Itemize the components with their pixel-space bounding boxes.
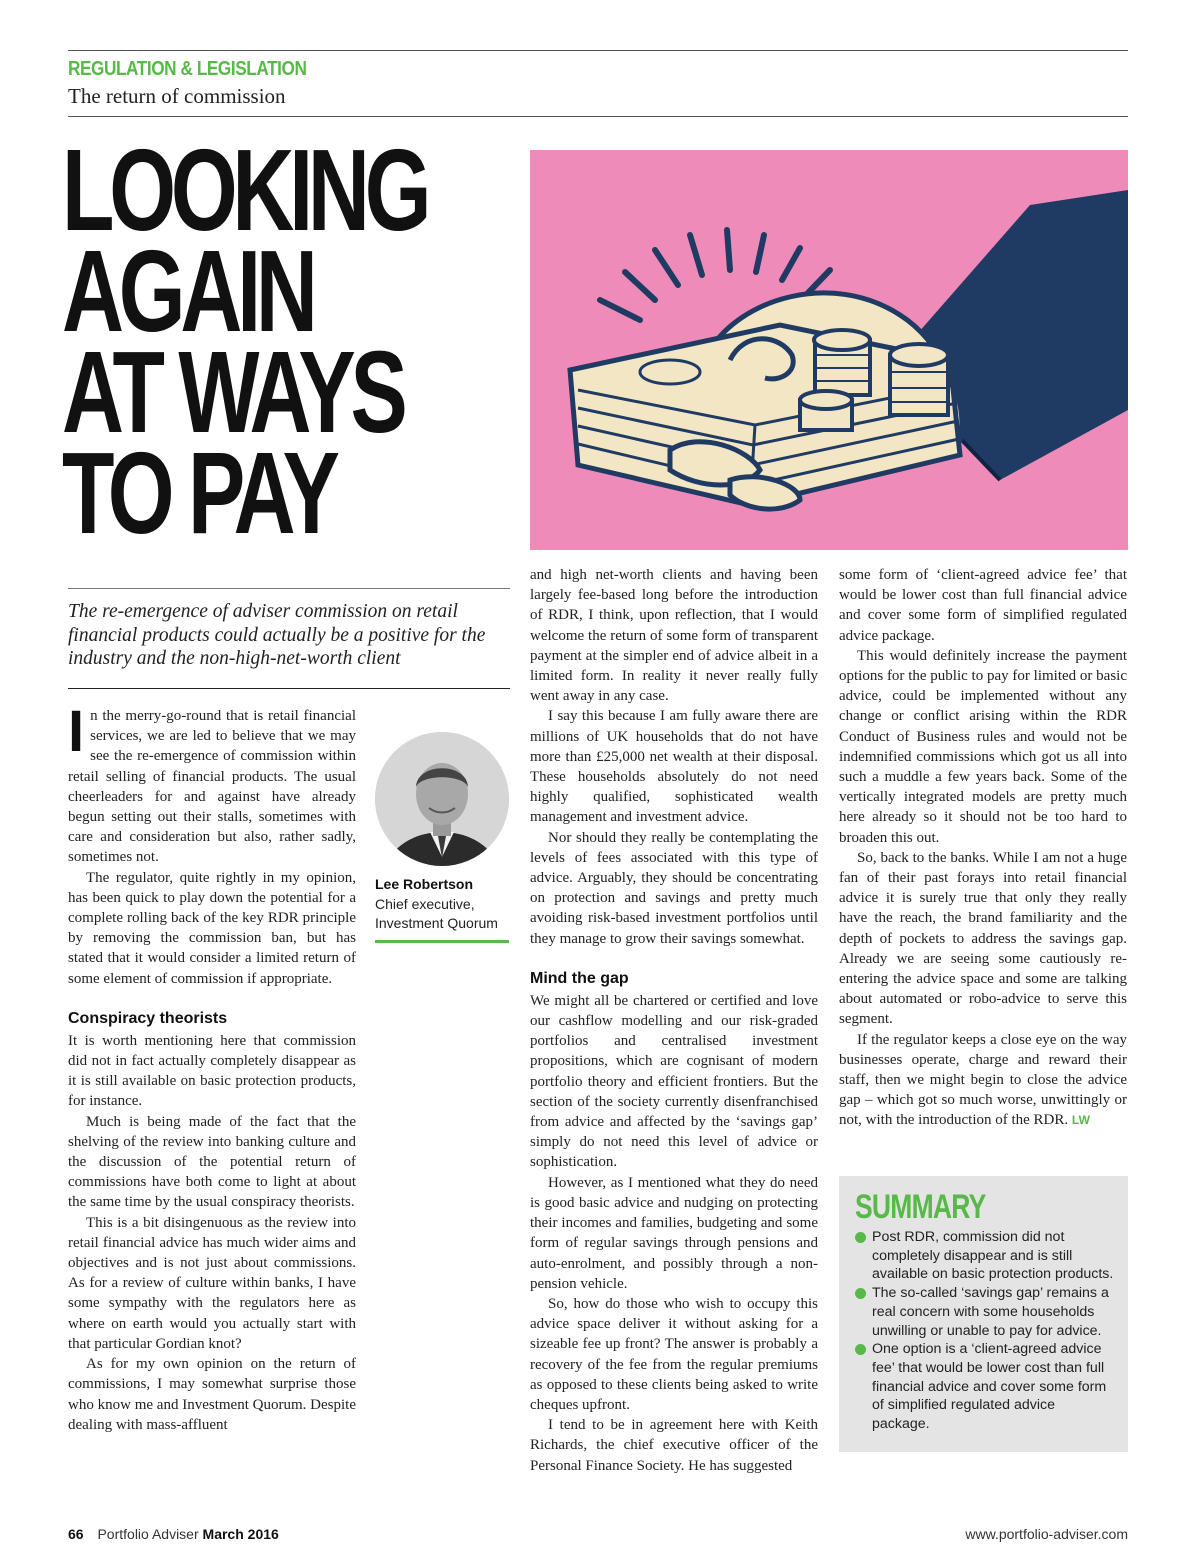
summary-list — [855, 1228, 1114, 1434]
body-paragraph: some form of ‘client-agreed advice fee’ that would be lower cost than full financial advice and cover some form of simplified regulated advice package. — [839, 567, 1127, 644]
summary-item: Post RDR, commission did not completely disappear and is still available on basic protection products. — [855, 1228, 1114, 1284]
body-paragraph: I tend to be in agreement here with Keith Richards, the chief executive officer of the Personal Finance Society. He has suggested — [530, 1417, 818, 1474]
top-rule — [68, 50, 1128, 51]
subtitle-rule — [68, 116, 1128, 117]
body-paragraph: So, how do those who wish to occupy this advice space deliver it without asking for a sizeable fee up front? The answer is probably a recovery of the fee from the regular premiums as opposed to these clients being asked to write cheques upfront. — [530, 1295, 818, 1413]
bullet-dot-icon — [855, 1232, 866, 1243]
author-role — [375, 895, 515, 933]
body-paragraph: This is a bit disingenuous as the review into retail financial advice has much wider aims and objectives and is not just about commissions. As for a review of culture within banks, I have some sympathy with the regulators here as where on earth would you actually start with that particular Gordian knot? — [68, 1214, 356, 1352]
body-paragraph: As for my own opinion on the return of commissions, I may somewhat surprise those who know me and Investment Quorum. Despite dealing with mass-affluent — [68, 1356, 356, 1433]
article-column-3 — [839, 565, 1127, 1131]
author-name: Lee Robertson — [375, 876, 474, 892]
hand-holding-cash-icon — [530, 150, 1128, 550]
headline-line: AGAIN — [62, 226, 313, 356]
body-paragraph: This would definitely increase the payment options for the public to pay for limited or basic advice, could be implemented without any change or conflict arising within the RDR Conduct of Business rules and would not be indemnified commissions which got us all into such a muddle a few years back. Some of the vertically integrated models are pretty much here already so it should not be too hard to broaden this out. — [839, 647, 1127, 846]
body-paragraph: and high net-worth clients and having been largely fee-based long before the introduction of RDR, I think, upon reflection, that I would welcome the return of some form of transparent payment at the simpler end of advice albeit in a limited form. In reality it never really fully went away in any case. — [530, 567, 818, 705]
headline-line: TO PAY — [62, 428, 335, 558]
standfirst-rule-bottom — [68, 688, 510, 689]
body-paragraph: Much is being made of the fact that the shelving of the review into banking culture and the discussion of the potential return of commissions have both come to light at about the same time by the usual conspiracy theorists. — [68, 1113, 356, 1211]
author-role-company: Investment Quorum — [375, 915, 498, 931]
body-paragraph: The regulator, quite rightly in my opinion, has been quick to play down the potential for a complete rolling back of the key RDR principle by removing the commission ban, but has stated that it would consider a limited return of some element of commission if appropriate. — [68, 869, 356, 987]
body-paragraph: I say this because I am fully aware there are millions of UK households that do not have more than £25,000 net wealth at their disposal. These households absolutely do not need highly qualified, sophisticated wealth management and investment advice. — [530, 708, 818, 826]
article-column-2 — [530, 565, 818, 1476]
website-url: www.portfolio-adviser.com — [965, 1526, 1128, 1542]
summary-item: The so-called ‘savings gap’ remains a real concern with some households unwilling or unable to pay for advice. — [855, 1284, 1114, 1340]
section-label: REGULATION & LEGISLATION — [68, 58, 307, 80]
headline-line: AT WAYS — [62, 327, 403, 457]
page-footer — [68, 1526, 279, 1542]
section-subtitle: The return of commission — [68, 84, 286, 108]
author-portrait-icon — [375, 732, 509, 866]
subheading-conspiracy-theorists: Conspiracy theorists — [68, 1009, 228, 1027]
body-paragraph: So, back to the banks. While I am not a huge fan of their past forays into retail financial advice it is surely true that only they really have the reach, the brand familiarity and the depth of pockets to address the savings gap. Already we are seeing some cautiously re-entering the advice space and some are talking about automated or robo-advice to serve this segment. — [839, 849, 1127, 1028]
standfirst-rule-top — [68, 588, 510, 589]
headline-line: LOOKING — [62, 125, 427, 255]
author-role-title: Chief executive, — [375, 896, 475, 912]
summary-title: SUMMARY — [855, 1188, 986, 1226]
bullet-dot-icon — [855, 1344, 866, 1355]
body-paragraph: We might all be chartered or certified and love our cashflow modelling and our risk-graded portfolios and centralised investment propositions, which are cognisant of modern portfolio theory and efficient frontiers. But the section of the society currently disenfranchised from advice and affected by the ‘savings gap’ simply do not need this level of advice or sophistication. — [530, 992, 818, 1171]
author-photo — [375, 732, 509, 866]
drop-cap: I — [68, 699, 85, 764]
publication-name: Portfolio Adviser — [97, 1526, 199, 1542]
body-paragraph: In the merry-go-round that is retail financial services, we are led to believe that we may see the re-emergence of commission within retail selling of financial products. The usual cheerleaders for and against have already begun setting out their stalls, sometimes with care and consideration but also, rather sadly, sometimes not. — [68, 699, 356, 866]
headline — [62, 125, 427, 558]
body-paragraph: If the regulator keeps a close eye on the way businesses operate, charge and reward their staff, then we might begin to close the advice gap – which got so much worse, unwittingly or not, with the introduction of the RDR. LW — [839, 1031, 1127, 1129]
page-number: 66 — [68, 1526, 84, 1542]
hand-holding-cash-illustration — [530, 150, 1128, 550]
article-column-1 — [68, 699, 356, 1435]
issue-date: March 2016 — [202, 1526, 279, 1542]
author-rule — [375, 940, 509, 943]
body-paragraph: It is worth mentioning here that commission did not in fact actually completely disappear as it is still available on basic protection products, for instance. — [68, 1032, 356, 1110]
body-paragraph: However, as I mentioned what they do need is good basic advice and nudging on protecting their incomes and families, budgeting and some form of regular savings through pensions and auto-enrolment, and possibly through a non-pension vehicle. — [530, 1174, 818, 1292]
bullet-dot-icon — [855, 1288, 866, 1299]
standfirst: The re-emergence of adviser commission on retail financial products could actually be a positive for the industry and the non-high-net-worth client — [68, 601, 486, 669]
body-paragraph: Nor should they really be contemplating the levels of fees associated with this type of advice. Arguably, they should be concentrating on protection and savings and pretty much avoiding risk-based investment portfolios until they manage to grow their savings somewhat. — [530, 829, 818, 947]
subheading-mind-the-gap: Mind the gap — [530, 969, 629, 987]
summary-item: One option is a ‘client-agreed advice fee’ that would be lower cost than full financial advice and cover some form of simplified regulated advice package. — [855, 1340, 1114, 1434]
author-signoff: LW — [1071, 1113, 1090, 1128]
summary-box — [839, 1176, 1128, 1452]
